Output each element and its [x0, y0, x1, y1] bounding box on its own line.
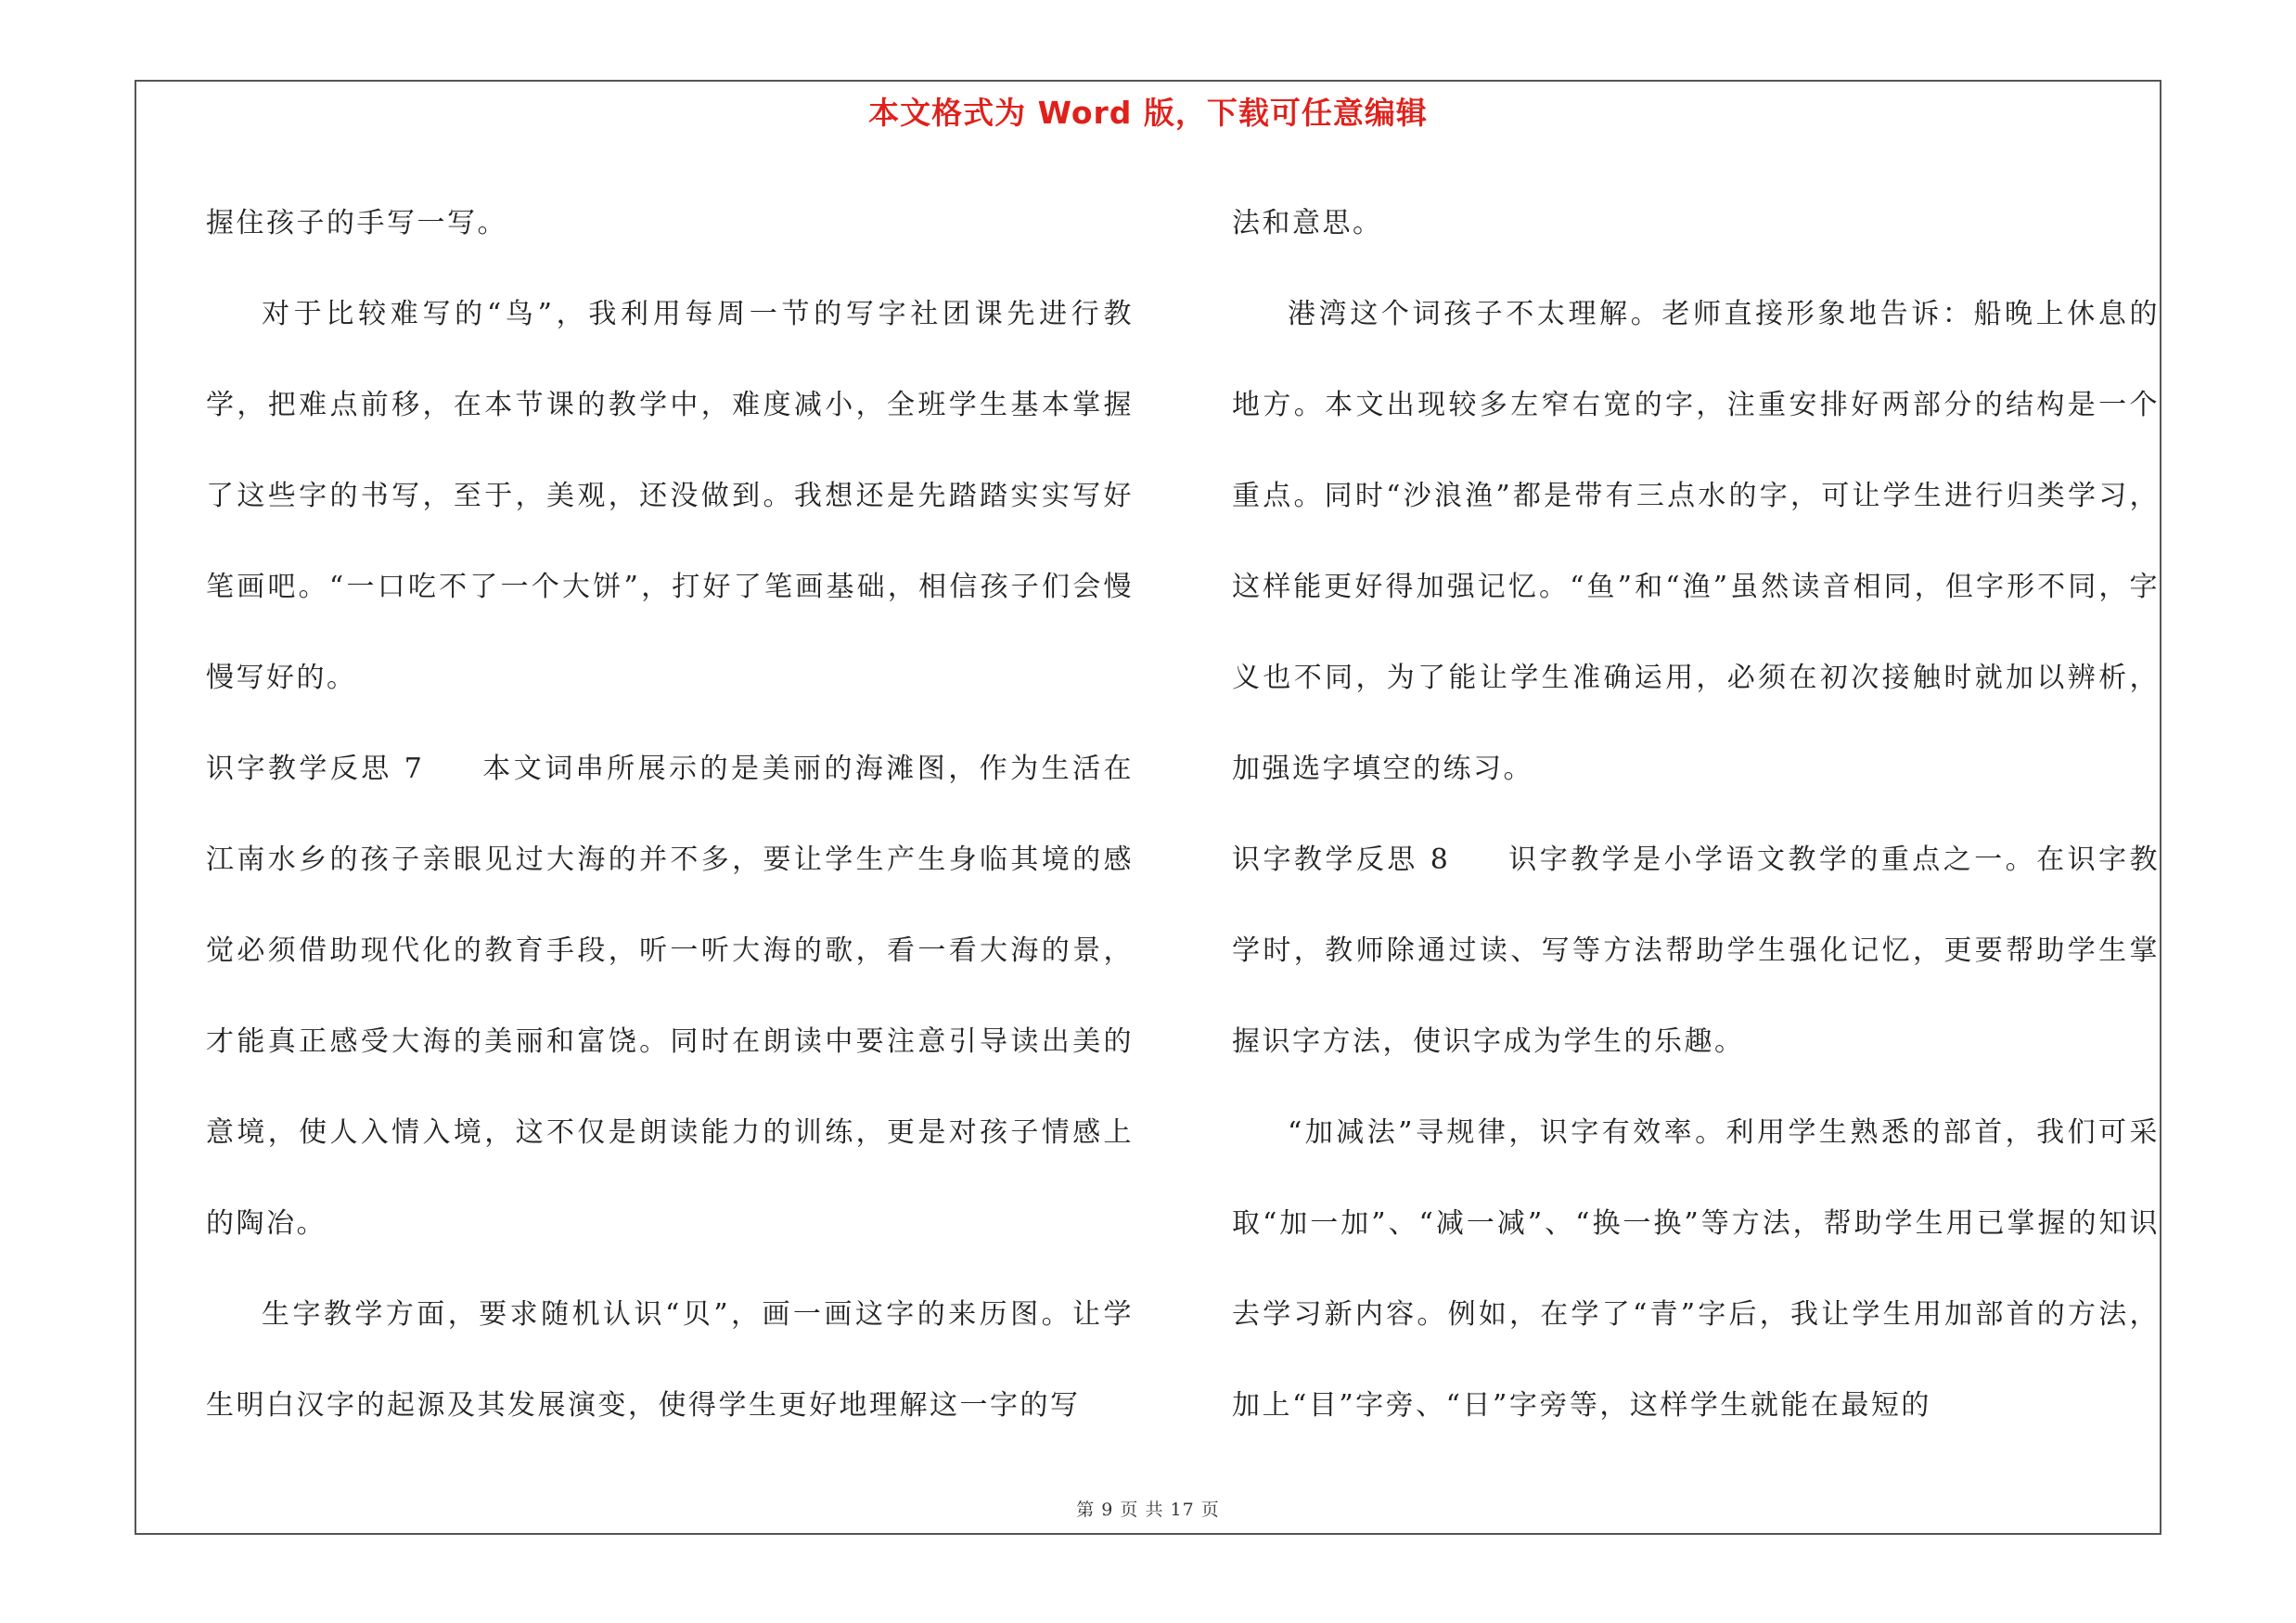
section-text: 本文词串所展示的是美丽的海滩图，作为生活在江南水乡的孩子亲眼见过大海的并不多，要让学生产生身临其境的感觉必须借助现代化的教育手段，听一听大海的歌，看一看大海的景，才能真正感受大海的美丽和富饶。同时在朗读中要注意引导读出美的意境，使人入情入境，这不仅是朗读能力的训练，更是对孩子情感上的陶冶。: [206, 753, 1134, 1240]
section-heading: 识字教学反思 7: [206, 753, 425, 785]
page-number: 第 9 页 共 17 页: [1076, 1500, 1220, 1520]
paragraph: “加减法”寻规律，识字有效率。利用学生熟悉的部首，我们可采取“加一加”、“减一减”、“换一换”等方法，帮助学生用已掌握的知识去学习新内容。例如，在学了“青”字后，我让学生用加部首的方法，加上“目”字旁、“日”字旁等，这样学生就能在最短的: [1232, 1116, 2160, 1422]
section-heading: 识字教学反思 8: [1232, 844, 1451, 876]
section-text: 识字教学是小学语文教学的重点之一。在识字教学时，教师除通过读、写等方法帮助学生强化记忆，更要帮助学生掌握识字方法，使识字成为学生的乐趣。: [1232, 844, 2160, 1058]
section-paragraph: [1232, 815, 2160, 1088]
paragraph: 对于比较难写的“鸟”，我利用每周一节的写字社团课先进行教学，把难点前移，在本节课的教学中，难度减小，全班学生基本掌握了这些字的书写，至于，美观，还没做到。我想还是先踏踏实实写好笔画吧。“一口吃不了一个大饼”，打好了笔画基础，相信孩子们会慢慢写好的。: [206, 298, 1134, 694]
paragraph: 港湾这个词孩子不太理解。老师直接形象地告诉：船晚上休息的地方。本文出现较多左窄右宽的字，注重安排好两部分的结构是一个重点。同时“沙浪渔”都是带有三点水的字，可让学生进行归类学习，这样能更好得加强记忆。“鱼”和“渔”虽然读音相同，但字形不同，字义也不同，为了能让学生准确运用，必须在初次接触时就加以辨析，加强选字填空的练习。: [1232, 298, 2160, 785]
header-banner: 本文格式为 Word 版，下载可任意编辑: [868, 95, 1428, 131]
paragraph: 法和意思。: [1232, 207, 1383, 239]
paragraph: 握住孩子的手写一写。: [206, 207, 507, 239]
paragraph: 生字教学方面，要求随机认识“贝”，画一画这字的来历图。让学生明白汉字的起源及其发展演变，使得学生更好地理解这一字的写: [206, 1298, 1134, 1422]
left-column: [206, 178, 1134, 1451]
section-paragraph: [206, 724, 1134, 1269]
right-column: [1232, 178, 2160, 1451]
